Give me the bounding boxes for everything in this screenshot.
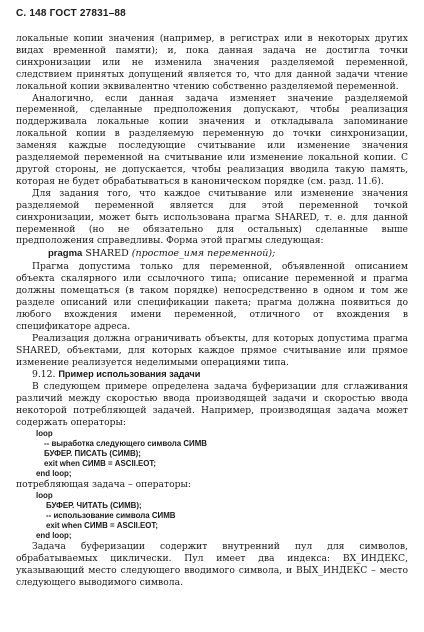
code-line: loop (36, 490, 53, 500)
pragma-argument: (простое_имя переменной); (131, 248, 276, 260)
paragraph-5: Реализация должна ограничивать объекты, для которых допустима прагма SHARED, объектами, для которых каждое прямое считывание или прямое изменение реализуется неделимыми операциями типа. (16, 332, 408, 368)
standard-code: ГОСТ 27831–88 (49, 8, 126, 19)
paragraph-4: Прагма допустима только для переменной, объявленной описанием объекта скалярного или ссылочного типа; описание переменной и прагма должны помещаться (в таком порядке) непосредственно в одном и том же разделе описаний или спецификации пакета; прагма должна появиться до любого вхождения имени переменной, отличного от вхождения в спецификаторе адреса. (16, 261, 408, 332)
code-line: end loop; (36, 530, 72, 540)
code-line: end loop; (36, 469, 72, 478)
paragraph-2: Аналогично, если данная задача изменяет значение разделяемой переменной, сделанные предположения допускают, чтобы реализация поддерживала локальные копии значения и откладывала запоминание локальной копии в разделяемую переменную до точки синхронизации, заменяя каждые последующие считывание или изменение значения разделяемой переменной на считывание или изменение локальной копии. С другой стороны, не допускается, чтобы реализация вводила такую память, которая не будет обрабатываться в каноническом порядке (см. разд. 11.6). (16, 92, 408, 187)
code-line: exit when СИМВ = ASCII.EOT; (44, 459, 156, 468)
code-line: -- использование символа СИМВ (46, 510, 176, 520)
page-header (16, 8, 408, 19)
paragraph-1: локальные копии значения (например, в регистрах или в некоторых других видах временной памяти); и, пока данная задача не достигла точки синхронизации или не изменила значения разделяемой переменной, следствием принятых допущений является то, что для данной задачи чтение локальной копии эквивалентно чтению собственно разделяемой переменной. (16, 33, 408, 92)
code-block-consumer (16, 491, 408, 541)
paragraph-6: В следующем примере определена задача буферизации для сглаживания различий между скоростью ввода производящей задачи и скоростью ввода некоторой потребляющей задачей. Например, производящая задача может содержать операторы: (16, 381, 408, 429)
code-line: -- выработка следующего символа СИМВ (44, 439, 207, 448)
section-heading (16, 369, 408, 381)
paragraph-3: Для задания того, что каждое считывание или изменение значения разделяемой переменной является для этой переменной точкой синхронизации, может быть использована прагма SHARED, т. е. для данной переменной (но не обязательно для остальных) сделанные выше предположения справедливы. Форма этой прагмы следующая: (16, 187, 408, 247)
code-line: БУФЕР. ЧИТАТЬ (СИМВ); (46, 500, 142, 510)
pragma-syntax (48, 248, 408, 260)
section-number: 9.12. (32, 369, 56, 381)
code-line: exit when СИМВ = ASCII.EOT; (46, 520, 158, 530)
code-line: loop (36, 429, 53, 438)
paragraph-7: потребляющая задача – операторы: (16, 479, 191, 490)
page-number: С. 148 (16, 8, 47, 19)
pragma-keyword: pragma (48, 248, 83, 260)
pragma-name: SHARED (85, 248, 129, 260)
code-block-producer (16, 429, 408, 479)
paragraph-8: Задача буферизации содержит внутренний пул для символов, обрабатываемых циклически. Пул имеет два индекса: ВХ_ИНДЕКС, указывающий место следующего вводимого символа, и ВЫХ_ИНДЕКС – место следующего выводимого символа. (16, 540, 408, 588)
section-title: Пример использования задачи (58, 369, 201, 380)
code-line: БУФЕР. ПИСАТЬ (СИМВ); (44, 449, 141, 458)
